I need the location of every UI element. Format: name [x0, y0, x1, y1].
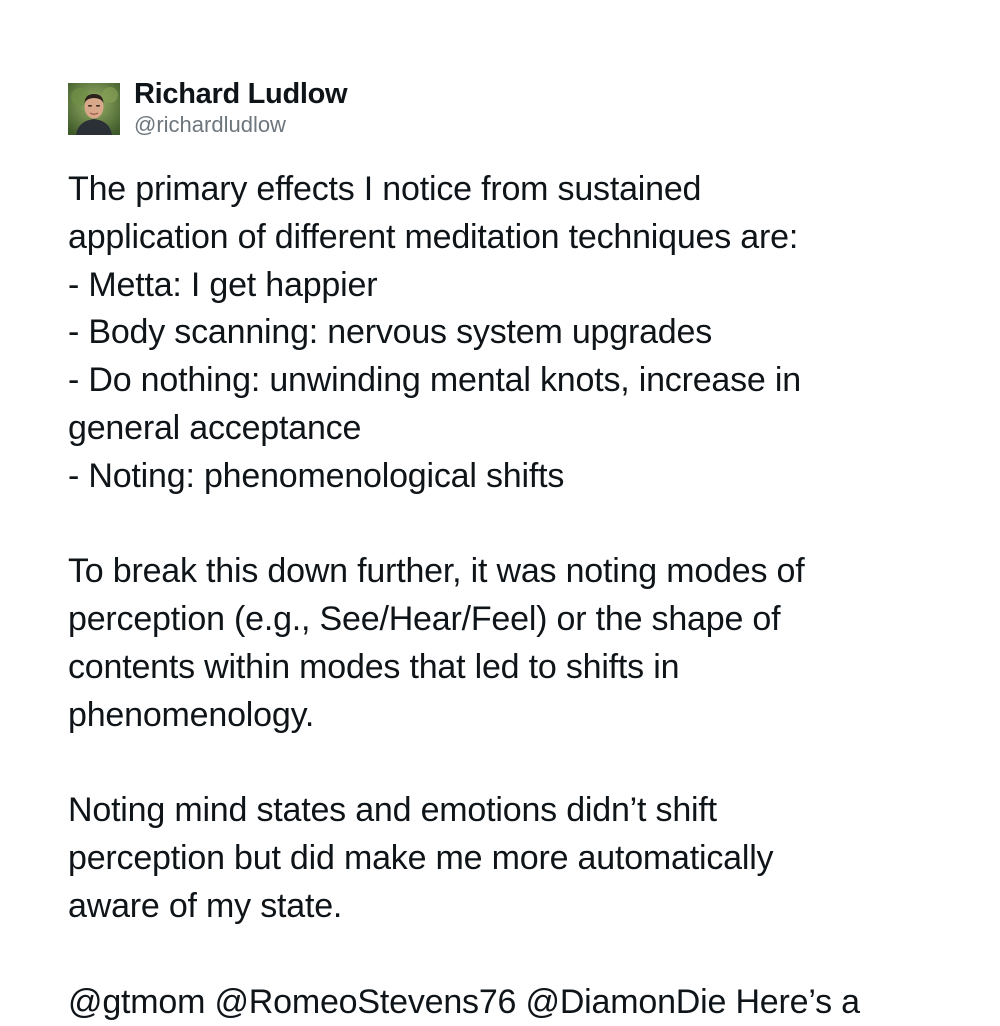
author-display-name[interactable]: Richard Ludlow [134, 78, 348, 110]
tweet-text-line: To break this down further, it was noting modes of [68, 552, 805, 591]
author-names [134, 78, 347, 139]
tweet-text-line: perception but did make me more automatically [68, 839, 774, 878]
author-handle[interactable]: @richardludlow [134, 112, 286, 137]
tweet-text-line: contents within modes that led to shifts in [68, 647, 680, 686]
tweet-text-line: perception (e.g., See/Hear/Feel) or the shape of [68, 600, 781, 639]
tweet-text-line [68, 740, 948, 788]
tweet-text-line: application of different meditation techniques are: [68, 217, 799, 256]
tweet-text-line: - Noting: phenomenological shifts [68, 456, 565, 495]
tweet-text-line: aware of my state. [68, 886, 343, 925]
tweet-text-line: @gtmom @RomeoStevens76 @DiamonDie Here’s a [68, 982, 860, 1021]
tweet-header [68, 78, 347, 139]
avatar[interactable] [68, 83, 120, 135]
avatar-photo [68, 83, 120, 135]
tweet-text-line: - Do nothing: unwinding mental knots, increase in [68, 361, 801, 400]
tweet-text-line [68, 931, 948, 979]
tweet-text-line: phenomenology. [68, 695, 315, 734]
tweet-text-line [68, 501, 948, 549]
tweet-text-line: Noting mind states and emotions didn’t shift [68, 791, 717, 830]
tweet-text-line: - Body scanning: nervous system upgrades [68, 313, 713, 352]
tweet-text-line: general acceptance [68, 408, 362, 447]
tweet-text-line: The primary effects I notice from sustained [68, 170, 702, 208]
tweet-text [68, 166, 948, 1026]
tweet-text-line: - Metta: I get happier [68, 265, 378, 304]
